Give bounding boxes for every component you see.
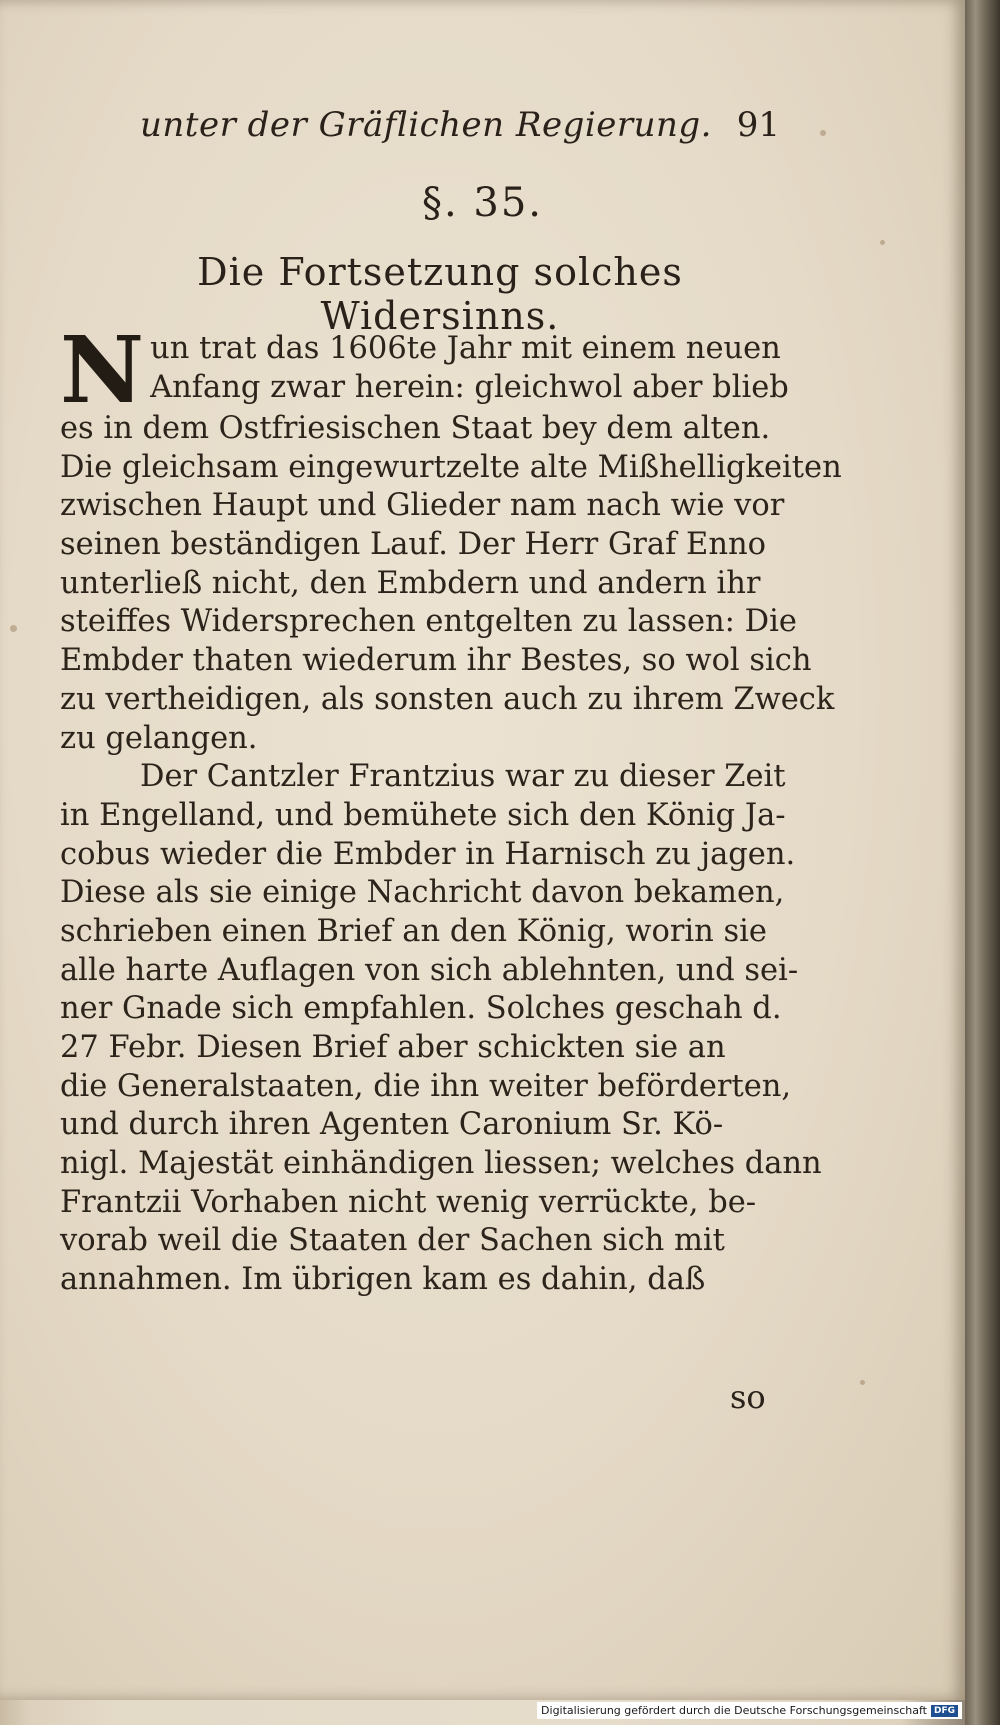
text-line: seinen beständigen Lauf. Der Herr Graf Enno: [60, 527, 766, 563]
drop-cap: N: [60, 316, 145, 424]
running-head: [140, 105, 780, 155]
text-line: Die gleichsam eingewurtzelte alte Mißhelligkeiten: [60, 449, 842, 485]
text-line: 27 Febr. Diesen Brief aber schickten sie an: [60, 1030, 726, 1065]
text-line: nigl. Majestät einhändigen liessen; welches dann: [60, 1146, 822, 1182]
body-text: [60, 316, 842, 1300]
text-line: Anfang zwar herein: gleichwol aber blieb: [150, 369, 789, 405]
text-line: zwischen Haupt und Glieder nam nach wie vor: [60, 488, 785, 524]
text-line: in Engelland, und bemühete sich den König Ja-: [60, 797, 786, 833]
text-line: Embder thaten wiederum ihr Bestes, so wol sich: [60, 643, 812, 679]
digitization-credit: [537, 1702, 962, 1719]
text-line: Diese als sie einige Nachricht davon bekamen,: [60, 875, 785, 911]
text-line: vorab weil die Staaten der Sachen sich mit: [60, 1223, 725, 1259]
paragraph-1: [60, 316, 842, 758]
paragraph-2: [60, 758, 822, 1300]
book-edge: [965, 0, 1000, 1725]
text-line: zu vertheidigen, als sonsten auch zu ihrem Zweck: [60, 681, 835, 717]
text-line: Frantzii Vorhaben nicht wenig verrückte, be-: [60, 1184, 757, 1220]
foxing-spot: [860, 1380, 865, 1385]
foxing-spot: [880, 240, 885, 245]
text-line: und durch ihren Agenten Caronium Sr. Kö-: [60, 1107, 724, 1143]
running-title: unter der Gräflichen Regierung.: [140, 105, 712, 145]
foxing-spot: [10, 625, 17, 632]
section-heading: Die Fortsetzung solches Widersinns.: [197, 250, 683, 338]
catchword: so: [730, 1378, 766, 1416]
credit-text: Digitalisierung gefördert durch die Deutsche Forschungsgemeinschaft: [541, 1704, 927, 1717]
text-line: zu gelangen.: [60, 720, 258, 756]
text-line: ner Gnade sich empfahlen. Solches geschah d.: [60, 991, 782, 1027]
text-line: Der Cantzler Frantzius war zu dieser Zeit: [140, 759, 786, 795]
text-line: unterließ nicht, den Embdern und andern ihr: [60, 565, 761, 601]
page-number: 91: [736, 105, 780, 145]
dfg-logo: DFG: [931, 1705, 958, 1717]
text-line: die Generalstaaten, die ihn weiter beförderten,: [60, 1068, 792, 1104]
section-number: §. 35.: [421, 180, 544, 226]
text-line: alle harte Auflagen von sich ablehnten, und sei-: [60, 952, 799, 988]
text-line: schrieben einen Brief an den König, worin sie: [60, 913, 767, 949]
foxing-spot: [820, 130, 826, 136]
text-line: un trat das 1606te Jahr mit einem neuen: [150, 331, 781, 366]
text-line: annahmen. Im übrigen kam es dahin, daß: [60, 1262, 706, 1298]
text-line: steiffes Widersprechen entgelten zu lassen: Die: [60, 604, 797, 640]
text-line: cobus wieder die Embder in Harnisch zu jagen.: [60, 836, 796, 872]
text-line: es in dem Ostfriesischen Staat bey dem alten.: [60, 411, 771, 446]
